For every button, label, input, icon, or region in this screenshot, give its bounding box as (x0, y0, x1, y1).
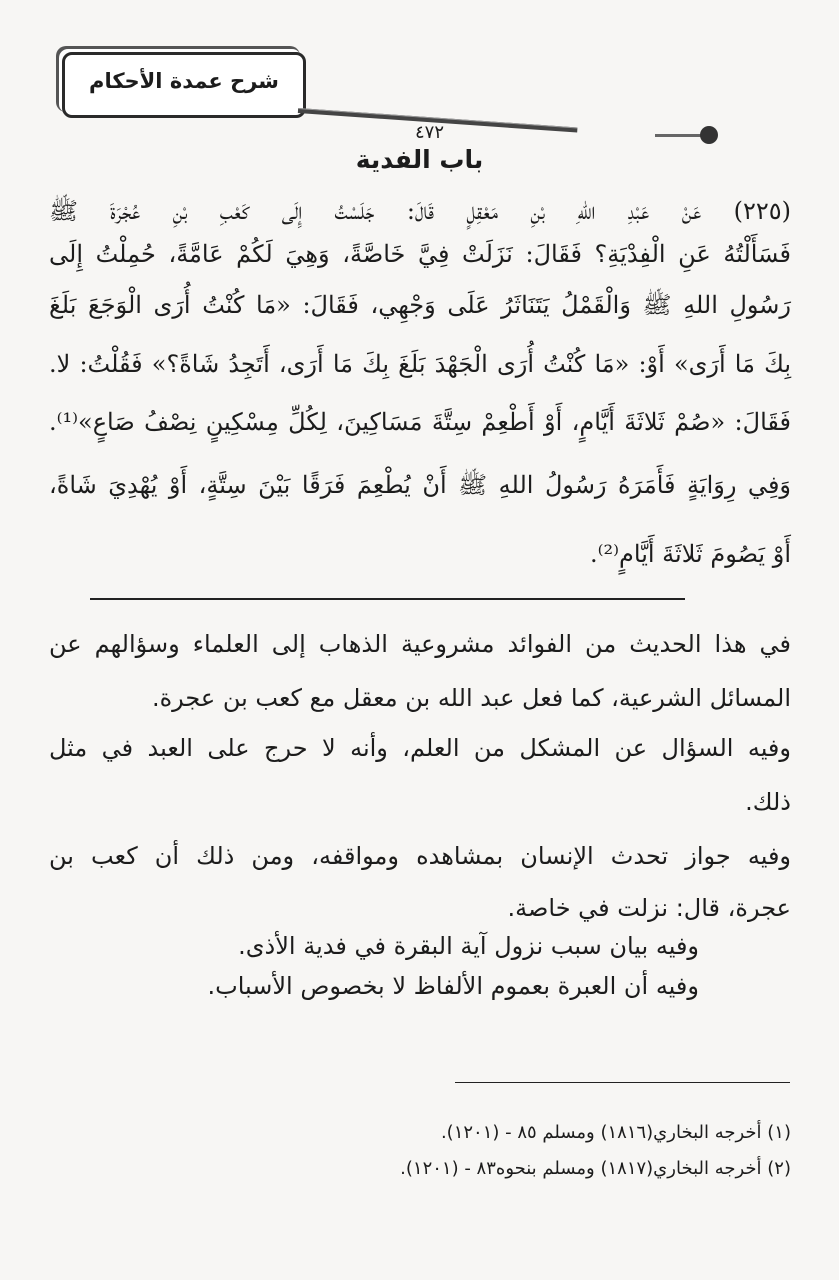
hadith-line: فَقَالَ: «صُمْ ثَلاثَةَ أَيَّامٍ، أَوْ أَطْعِمْ سِتَّةَ مَسَاكِينَ، لِكُلِّ مِسْكِينٍ نِصْفُ صَاعٍ»⁽¹⁾. (49, 408, 791, 436)
commentary-line: وفيه أن العبرة بعموم الألفاظ لا بخصوص الأسباب. (207, 972, 699, 1000)
section-divider (90, 598, 685, 600)
footnote: (١) أخرجه البخاري(١٨١٦) ومسلم ٨٥ - (١٢٠١). (440, 1122, 791, 1143)
commentary-line: ذلك. (745, 788, 791, 816)
page-number: ٤٧٢ (415, 122, 445, 143)
hadith-line: بِكَ مَا أَرَى» أَوْ: «مَا كُنْتُ أُرَى الْجَهْدَ بَلَغَ بِكَ مَا أَرَى، أَتَجِدُ شَاةً؟» فَقُلْتُ: لا. (49, 350, 791, 378)
hadith-line: أَوْ يَصُومَ ثَلاثَةَ أَيَّامٍ⁽²⁾. (589, 540, 791, 568)
page-number-line (655, 134, 705, 137)
chapter-title: باب الفدية (355, 145, 484, 174)
footnote: (٢) أخرجه البخاري(١٨١٧) ومسلم بنحوه٨٣ - (١٢٠١). (400, 1158, 791, 1179)
commentary-line: وفيه بيان سبب نزول آية البقرة في فدية الأذى. (238, 932, 699, 960)
hadith-line: (٢٢٥) عَنْ عَبْدِ اللهِ بْنِ مَعْقِلٍ قَالَ: جَلَسْتُ إِلَى كَعْبِ بْنِ عُجْرَةَ ﷺ (49, 197, 791, 225)
commentary-line: وفيه السؤال عن المشكل من العلم، وأنه لا حرج على العبد في مثل (49, 734, 791, 762)
commentary-line: المسائل الشرعية، كما فعل عبد الله بن معقل مع كعب بن عجرة. (151, 684, 791, 712)
hadith-line: وَفِي رِوَايَةٍ فَأَمَرَهُ رَسُولُ اللهِ ﷺ أَنْ يُطْعِمَ فَرَقًا بَيْنَ سِتَّةٍ، أَوْ يُهْدِيَ شَاةً، (49, 471, 791, 499)
hadith-line: فَسَأَلْتُهُ عَنِ الْفِدْيَةِ؟ فَقَالَ: نَزَلَتْ فِيَّ خَاصَّةً، وَهِيَ لَكُمْ عَامَّةً، حُمِلْتُ إِلَى (49, 240, 791, 268)
hadith-line: رَسُولِ اللهِ ﷺ وَالْقَمْلُ يَتَنَاثَرُ عَلَى وَجْهِي، فَقَالَ: «مَا كُنْتُ أُرَى الْوَجَعَ بَلَغَ (49, 291, 791, 319)
commentary-line: وفيه جواز تحدث الإنسان بمشاهده ومواقفه، ومن ذلك أن كعب بن (49, 842, 791, 870)
footnote-divider (455, 1082, 790, 1083)
commentary-line: في هذا الحديث من الفوائد مشروعية الذهاب إلى العلماء وسؤالهم عن (49, 630, 791, 658)
book-title: شرح عمدة الأحكام (89, 69, 279, 93)
commentary-line: عجرة، قال: نزلت في خاصة. (507, 894, 791, 922)
ornament-dot-icon (700, 126, 718, 144)
running-header-box (62, 52, 306, 118)
